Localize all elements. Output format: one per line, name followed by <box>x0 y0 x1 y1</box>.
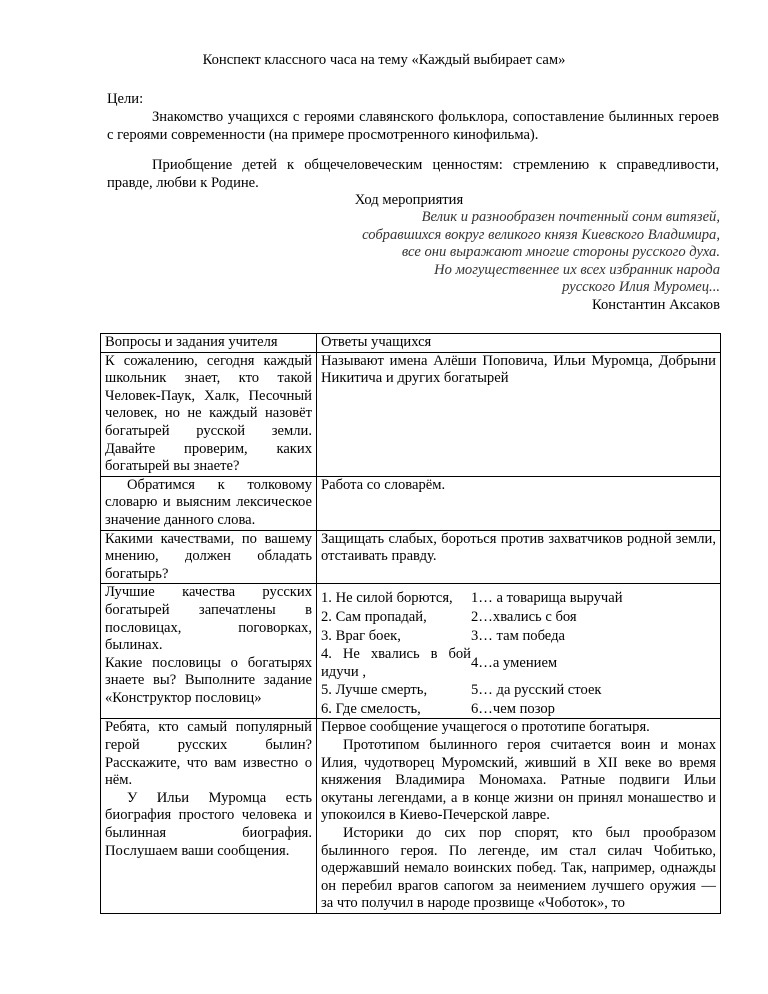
teacher-cell <box>101 584 317 719</box>
proverb-end: 6…чем позор <box>471 700 555 717</box>
proverb-start: 1. Не силой борются, <box>321 590 453 607</box>
table-row <box>101 476 721 530</box>
epigraph-line: Велик и разнообразен почтенный сонм витязей, <box>421 209 720 225</box>
proverb-row <box>321 608 716 627</box>
proverb-start: 6. Где смелость, <box>321 700 421 717</box>
teacher-cell <box>101 719 317 914</box>
student-cell: Работа со словарём. <box>317 476 721 530</box>
epigraph-line: все они выражают многие стороны русского духа. <box>401 244 720 261</box>
header-students: Ответы учащихся <box>317 334 721 353</box>
header-teacher: Вопросы и задания учителя <box>101 334 317 353</box>
student-cell <box>317 584 721 719</box>
proverb-start: 5. Лучше смерть, <box>321 682 428 699</box>
proverb-row <box>321 627 716 646</box>
proverb-end: 1… а товарища выручай <box>471 590 623 607</box>
proverb-end: 5… да русский стоек <box>471 682 602 699</box>
teacher-cell: Обратимся к толковому словарю и выясним лексическое значение данного слова. <box>101 476 317 530</box>
table-row <box>101 584 721 719</box>
epigraph-line: собравшихся вокруг великого князя Киевского Владимира, <box>362 226 720 243</box>
proverb-row <box>321 589 716 608</box>
table-row <box>101 719 721 914</box>
student-cell: Защищать слабых, бороться против захватчиков родной земли, отстаивать правду. <box>317 530 721 584</box>
proverb-row <box>321 681 716 700</box>
teacher-cell: К сожалению, сегодня каждый школьник знает, кто такой Человек-Паук, Халк, Песочный человек, но не каждый назовёт богатырей русской земли. Давайте проверим, каких богатырей вы знаете? <box>101 352 317 476</box>
goals-paragraph-1: Знакомство учащихся с героями славянского фольклора, сопоставление былинных героев с героями современности (на примере просмотренного кинофильма). <box>107 109 719 143</box>
proverb-constructor <box>321 589 716 718</box>
document-title: Конспект классного часа на тему «Каждый выбирает сам» <box>202 52 566 68</box>
proverb-start: 3. Враг боек, <box>321 627 401 644</box>
student-cell <box>317 719 721 914</box>
proverb-end: 3… там победа <box>471 627 565 644</box>
teacher-text: Лучшие качества русских богатырей запечатлены в пословицах, поговорках, былинах. <box>105 584 312 654</box>
student-text: Прототипом былинного героя считается воин и монах Илия, чудотворец Муромский, живший в XII веке во время княжения Владимира Мономаха. Ратные подвиги Ильи окутаны легендами, а в конце жизни он принял монашество и упокоился в Киево-Печерской лавре. <box>321 737 716 824</box>
student-text: Первое сообщение учащегося о прототипе богатыря. <box>321 719 650 736</box>
proverb-row <box>321 700 716 719</box>
lesson-table <box>100 333 721 914</box>
table-row <box>101 352 721 476</box>
student-cell: Называют имена Алёши Поповича, Ильи Муромца, Добрыни Никитича и других богатырей <box>317 352 721 476</box>
proverb-end: 4…а умением <box>471 654 558 671</box>
goals-label: Цели: <box>107 91 144 107</box>
event-heading: Ход мероприятия <box>354 192 464 208</box>
epigraph-line: Но могущественнее их всех избранник народа <box>434 261 720 278</box>
proverb-end: 2…хвались с боя <box>471 608 577 625</box>
teacher-text: У Ильи Муромца есть биография простого человека и былинная биография. Послушаем ваши сообщения. <box>105 789 312 859</box>
teacher-text: Ребята, кто самый популярный герой русских былин? Расскажите, что вам известно о нём. <box>105 719 312 789</box>
table-header-row <box>101 334 721 353</box>
table-row <box>101 530 721 584</box>
proverb-start: 2. Сам пропадай, <box>321 608 427 625</box>
epigraph-author: Константин Аксаков <box>591 297 720 313</box>
proverb-start: 4. Не хвались в бой идучи , <box>321 646 471 680</box>
epigraph <box>362 209 720 297</box>
epigraph-line: русского Илия Муромец... <box>562 279 720 296</box>
goals-paragraph-2: Приобщение детей к общечеловеческим ценностям: стремлению к справедливости, правде, любви к Родине. <box>107 157 719 191</box>
proverb-row <box>321 645 716 681</box>
teacher-cell: Какими качествами, по вашему мнению, должен обладать богатырь? <box>101 530 317 584</box>
teacher-text: Какие пословицы о богатырях знаете вы? Выполните задание «Конструктор пословиц» <box>105 654 312 706</box>
student-text: Историки до сих пор спорят, кто был прообразом былинного героя. По легенде, им стал силач Чобитько, одержавший немало воинских побед. Так, например, однажды он перебил врагов сапогом за неимением лучшего оружия — за что получил в народе прозвище «Чоботок», то <box>321 825 716 912</box>
